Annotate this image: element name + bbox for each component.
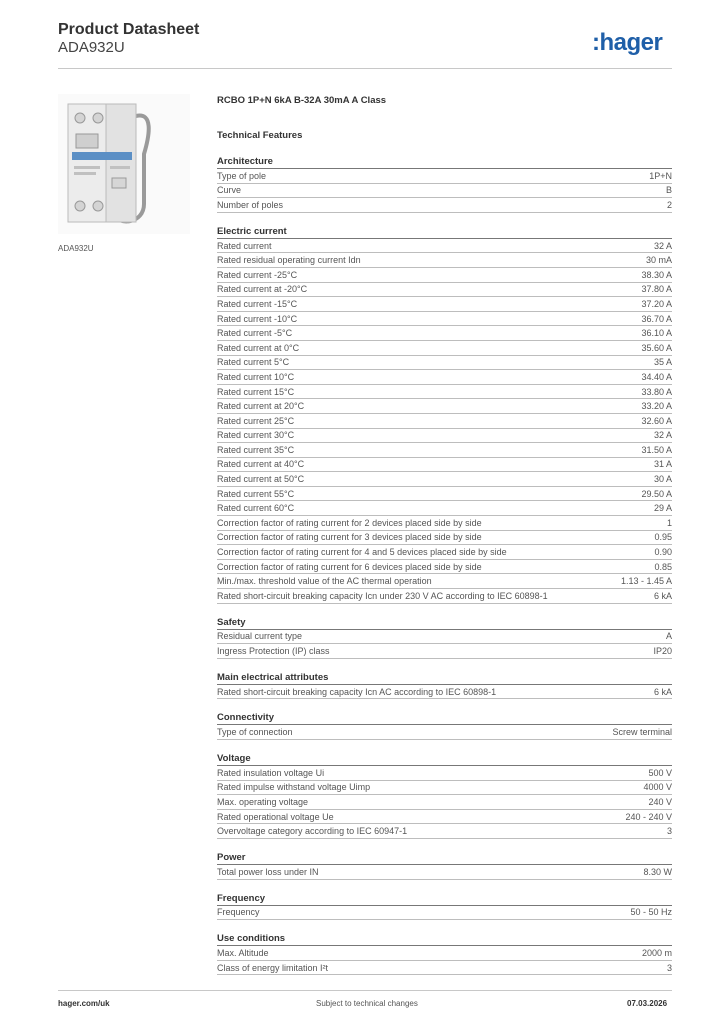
product-image xyxy=(58,94,190,234)
section-title: Use conditions xyxy=(217,933,672,946)
header-divider xyxy=(58,68,672,69)
spec-label: Rated current -5°C xyxy=(217,328,293,339)
spec-label: Rated current 60°C xyxy=(217,503,295,514)
spec-section xyxy=(217,852,672,880)
spec-row xyxy=(217,574,672,589)
section-title: Architecture xyxy=(217,156,672,169)
spec-label: Max. operating voltage xyxy=(217,796,309,807)
spec-label: Max. Altitude xyxy=(217,947,269,958)
spec-section xyxy=(217,893,672,921)
page-title: Product Datasheet xyxy=(58,21,200,38)
spec-label: Rated current 10°C xyxy=(217,371,295,382)
spec-value: 31.50 A xyxy=(641,444,672,455)
spec-row xyxy=(217,795,672,810)
spec-row xyxy=(217,487,672,502)
spec-row xyxy=(217,865,672,880)
spec-label: Rated current 5°C xyxy=(217,357,290,368)
spec-row xyxy=(217,429,672,444)
product-code: ADA932U xyxy=(58,39,125,56)
spec-row xyxy=(217,239,672,254)
spec-row xyxy=(217,356,672,371)
spec-section xyxy=(217,226,672,604)
spec-label: Total power loss under IN xyxy=(217,866,319,877)
spec-row xyxy=(217,906,672,921)
spec-value: 37.20 A xyxy=(641,298,672,309)
spec-row xyxy=(217,545,672,560)
spec-label: Rated current -10°C xyxy=(217,313,298,324)
section-title: Electric current xyxy=(217,226,672,239)
spec-row xyxy=(217,810,672,825)
spec-value: 29 A xyxy=(653,503,672,514)
spec-row xyxy=(217,824,672,839)
spec-value: 1.13 - 1.45 A xyxy=(620,576,672,587)
spec-row xyxy=(217,781,672,796)
spec-value: 38.30 A xyxy=(641,269,672,280)
spec-section xyxy=(217,156,672,213)
spec-value: A xyxy=(665,631,672,642)
footer-date: 07.03.2026 xyxy=(627,999,668,1008)
technical-features-heading: Technical Features xyxy=(217,130,303,141)
spec-value: 6 kA xyxy=(653,686,672,697)
spec-label: Min./max. threshold value of the AC thermal operation xyxy=(217,576,432,587)
spec-label: Correction factor of rating current for 4 and 5 devices placed side by side xyxy=(217,547,507,558)
datasheet-content xyxy=(217,95,672,975)
spec-label: Correction factor of rating current for 2 devices placed side by side xyxy=(217,517,482,528)
spec-label: Rated current 55°C xyxy=(217,488,295,499)
spec-value: 50 - 50 Hz xyxy=(630,907,672,918)
spec-value: 500 V xyxy=(648,767,672,778)
spec-value: 33.80 A xyxy=(641,386,672,397)
spec-row xyxy=(217,184,672,199)
spec-row xyxy=(217,766,672,781)
spec-value: 35 A xyxy=(653,357,672,368)
spec-label: Rated current 35°C xyxy=(217,444,295,455)
spec-label: Rated current 15°C xyxy=(217,386,295,397)
spec-value: 36.70 A xyxy=(641,313,672,324)
spec-label: Rated current at 40°C xyxy=(217,459,305,470)
spec-row xyxy=(217,644,672,659)
spec-value: 2 xyxy=(666,199,672,210)
spec-label: Frequency xyxy=(217,907,260,918)
spec-label: Rated current 30°C xyxy=(217,430,295,441)
spec-label: Rated current -15°C xyxy=(217,298,298,309)
spec-label: Rated current -25°C xyxy=(217,269,298,280)
spec-value: 6 kA xyxy=(653,590,672,601)
product-name: RCBO 1P+N 6kA B-32A 30mA A Class xyxy=(217,95,387,106)
spec-section xyxy=(217,933,672,975)
spec-section xyxy=(217,672,672,700)
rcbo-device-image xyxy=(58,94,190,234)
spec-label: Type of connection xyxy=(217,727,293,738)
spec-value: 30 A xyxy=(653,474,672,485)
spec-value: 36.10 A xyxy=(641,328,672,339)
spec-value: 3 xyxy=(666,826,672,837)
spec-section xyxy=(217,617,672,659)
spec-row xyxy=(217,961,672,976)
spec-label: Rated short-circuit breaking capacity Icn AC according to IEC 60898-1 xyxy=(217,686,497,697)
spec-section xyxy=(217,753,672,839)
spec-label: Rated current at 0°C xyxy=(217,342,300,353)
spec-row xyxy=(217,169,672,184)
spec-value: 32.60 A xyxy=(641,415,672,426)
spec-row xyxy=(217,443,672,458)
spec-row xyxy=(217,283,672,298)
spec-value: 240 V xyxy=(648,796,672,807)
spec-value: 0.85 xyxy=(654,561,672,572)
spec-row xyxy=(217,268,672,283)
spec-label: Ingress Protection (IP) class xyxy=(217,646,330,657)
spec-value: 35.60 A xyxy=(641,342,672,353)
spec-label: Rated current at 50°C xyxy=(217,474,305,485)
spec-label: Rated residual operating current Idn xyxy=(217,255,361,266)
hager-logo: :hager xyxy=(592,29,663,56)
product-image-caption: ADA932U xyxy=(58,244,94,253)
spec-row xyxy=(217,297,672,312)
spec-value: 32 A xyxy=(653,430,672,441)
section-title: Main electrical attributes xyxy=(217,672,672,685)
spec-label: Overvoltage category according to IEC 60947-1 xyxy=(217,826,408,837)
spec-label: Type of pole xyxy=(217,170,267,181)
spec-value: 29.50 A xyxy=(641,488,672,499)
spec-row xyxy=(217,458,672,473)
spec-value: 37.80 A xyxy=(641,284,672,295)
spec-sections xyxy=(217,156,672,975)
spec-row xyxy=(217,516,672,531)
section-title: Frequency xyxy=(217,893,672,906)
spec-label: Rated current at 20°C xyxy=(217,401,305,412)
spec-label: Rated current 25°C xyxy=(217,415,295,426)
spec-label: Rated insulation voltage Ui xyxy=(217,767,325,778)
spec-label: Class of energy limitation I²t xyxy=(217,962,329,973)
spec-row xyxy=(217,560,672,575)
section-title: Connectivity xyxy=(217,712,672,725)
spec-label: Curve xyxy=(217,185,242,196)
section-title: Safety xyxy=(217,617,672,630)
spec-value: 1P+N xyxy=(649,170,672,181)
footer-disclaimer: Subject to technical changes xyxy=(316,999,418,1008)
spec-value: 0.95 xyxy=(654,532,672,543)
spec-label: Rated impulse withstand voltage Uimp xyxy=(217,782,371,793)
spec-label: Rated current at -20°C xyxy=(217,284,308,295)
spec-value: 30 mA xyxy=(645,255,672,266)
spec-row xyxy=(217,198,672,213)
spec-row xyxy=(217,312,672,327)
spec-row xyxy=(217,589,672,604)
spec-value: 31 A xyxy=(653,459,672,470)
spec-value: B xyxy=(665,185,672,196)
spec-row xyxy=(217,685,672,700)
spec-value: Screw terminal xyxy=(612,727,672,738)
spec-row xyxy=(217,326,672,341)
section-title: Voltage xyxy=(217,753,672,766)
spec-label: Rated current xyxy=(217,240,272,251)
spec-label: Number of poles xyxy=(217,199,284,210)
spec-value: 4000 V xyxy=(643,782,672,793)
spec-row xyxy=(217,501,672,516)
spec-row xyxy=(217,341,672,356)
spec-value: 1 xyxy=(666,517,672,528)
spec-row xyxy=(217,414,672,429)
spec-value: 2000 m xyxy=(641,947,672,958)
spec-label: Residual current type xyxy=(217,631,303,642)
footer-divider xyxy=(58,990,672,991)
spec-label: Rated operational voltage Ue xyxy=(217,811,334,822)
spec-value: 34.40 A xyxy=(641,371,672,382)
spec-label: Rated short-circuit breaking capacity Icn under 230 V AC according to IEC 60898-1 xyxy=(217,590,548,601)
spec-value: 0.90 xyxy=(654,547,672,558)
spec-label: Correction factor of rating current for 6 devices placed side by side xyxy=(217,561,482,572)
spec-row xyxy=(217,399,672,414)
spec-row xyxy=(217,253,672,268)
spec-value: 8.30 W xyxy=(643,866,672,877)
section-title: Power xyxy=(217,852,672,865)
spec-row xyxy=(217,946,672,961)
spec-value: 240 - 240 V xyxy=(625,811,672,822)
spec-row xyxy=(217,630,672,645)
spec-value: 3 xyxy=(666,962,672,973)
spec-row xyxy=(217,385,672,400)
spec-value: 32 A xyxy=(653,240,672,251)
footer-website: hager.com/uk xyxy=(58,999,110,1008)
spec-row xyxy=(217,725,672,740)
spec-row xyxy=(217,370,672,385)
spec-value: 33.20 A xyxy=(641,401,672,412)
spec-section xyxy=(217,712,672,740)
spec-row xyxy=(217,472,672,487)
spec-value: IP20 xyxy=(653,646,672,657)
spec-row xyxy=(217,531,672,546)
spec-label: Correction factor of rating current for 3 devices placed side by side xyxy=(217,532,482,543)
